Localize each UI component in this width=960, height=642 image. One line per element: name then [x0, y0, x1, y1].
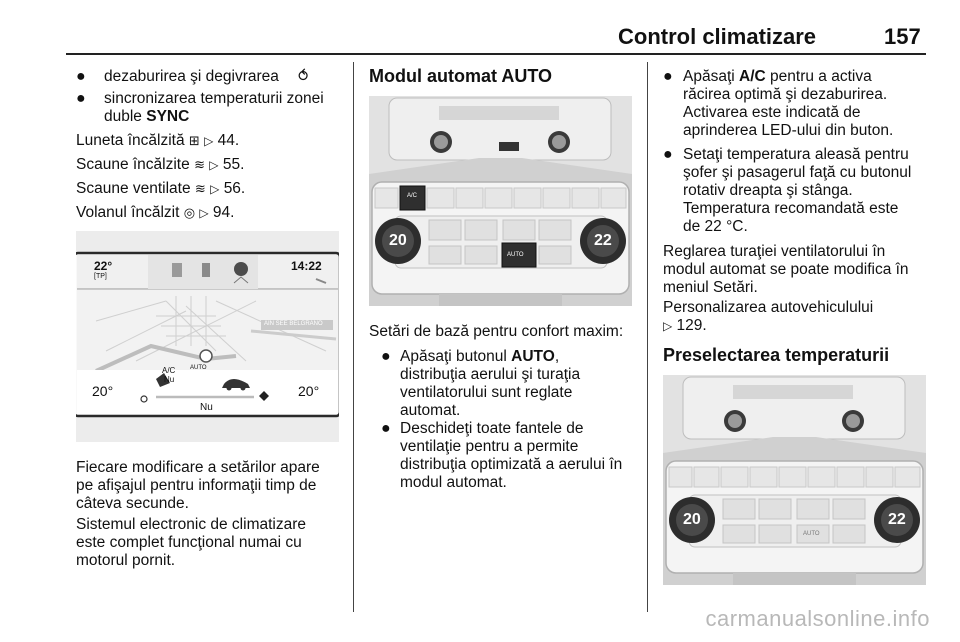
text-line: este complet funcţional numai cu	[76, 534, 302, 551]
right-temp-knob: 22	[594, 232, 612, 249]
paragraph	[663, 243, 909, 297]
text-line: modul automat se poate modifica în	[663, 261, 909, 278]
temperature-panel-illustration	[663, 375, 926, 585]
page-ref-icon: ▷	[209, 158, 219, 172]
section-heading: Preselectarea temperaturii	[663, 345, 890, 365]
reference-label: Luneta încălzită	[76, 132, 185, 149]
reference-page[interactable]: 129.	[676, 317, 707, 334]
reference-label: Volanul încălzit	[76, 204, 180, 221]
bullet-item	[663, 146, 928, 236]
bullet-dot: ●	[381, 348, 391, 365]
text-line: pe afişajul pentru informaţii timp de	[76, 477, 317, 494]
bullet-dot: ●	[381, 420, 391, 437]
text-line: Deschideţi toate fantele de	[400, 420, 584, 437]
page-title: Control climatizare	[618, 24, 817, 49]
reference-label: Scaune încălzite	[76, 156, 190, 173]
text-line: Activarea este indicată de	[683, 104, 861, 121]
bullet-dot: ●	[663, 146, 673, 163]
bullet-item	[76, 90, 346, 126]
temperature-panel-figure	[663, 375, 926, 585]
text-line: Apăsaţi butonul	[400, 348, 512, 365]
text-line: modul automat.	[400, 474, 507, 491]
text-line: ventilatorului sunt reglate	[400, 384, 573, 401]
bullet-item	[381, 420, 641, 492]
text-line: meniul Setări.	[663, 279, 758, 296]
text-line: de 22 °C.	[683, 218, 748, 235]
text-line: Temperatura recomandată este	[683, 200, 899, 217]
display-temp-right: 20°	[298, 383, 320, 399]
bullet-item	[663, 68, 928, 140]
watermark: carmanualsonline.info	[705, 606, 930, 631]
ventilated-seat-icon: ≋	[194, 182, 206, 197]
page-ref-icon: ▷	[663, 319, 673, 333]
text-line: Reglarea turaţiei ventilatorului în	[663, 243, 886, 260]
text-line: Fiecare modificare a setărilor apare	[76, 459, 320, 476]
ac-label: A/C	[739, 68, 766, 85]
page-ref-icon: ▷	[204, 134, 214, 148]
auto-button-label: AUTO	[803, 531, 820, 537]
left-temp-knob: 20	[683, 511, 701, 528]
text-line: aprinderea LED-ului din buton.	[683, 122, 894, 139]
bullet-item	[381, 348, 641, 420]
page-number: 157	[884, 24, 921, 49]
left-temp-knob: 20	[389, 232, 407, 249]
text-line: şofer şi pasagerul faţă cu butonul	[683, 164, 912, 181]
display-figure	[76, 231, 339, 442]
text-line: Sistemul electronic de climatizare	[76, 516, 307, 533]
text-line: câteva secunde.	[76, 495, 189, 512]
page-ref-icon: ▷	[210, 182, 220, 196]
section-heading: Modul automat AUTO	[369, 66, 552, 86]
reference-page[interactable]: 55.	[222, 156, 245, 173]
text-line: răcirea optimă şi dezaburirea.	[683, 86, 888, 103]
text-line: distribuţia aerului şi turaţia	[400, 366, 581, 383]
text-line: ,	[554, 348, 560, 365]
bullet-dot: ●	[663, 68, 673, 85]
text-line: Setaţi temperatura aleasă pentru	[683, 146, 909, 163]
ac-button-label: A/C	[407, 193, 418, 199]
text-line: distribuţia optimizată a aerului în	[400, 456, 623, 473]
right-temp-knob: 22	[888, 511, 906, 528]
auto-button-label: AUTO	[507, 252, 524, 258]
text-line: pentru a activa	[765, 68, 872, 85]
reference-page[interactable]: 44.	[217, 132, 240, 149]
reference-page[interactable]: 94.	[212, 204, 235, 221]
sync-label: SYNC	[146, 108, 190, 125]
text-line: rotativ dreapta şi stânga.	[683, 182, 853, 199]
display-tp: [TP]	[94, 273, 107, 280]
bullet-text: dezaburirea şi degivrarea	[104, 68, 279, 85]
rear-window-heat-icon: ⊞	[188, 134, 200, 149]
column-divider-2	[647, 62, 648, 612]
paragraph	[663, 299, 873, 335]
heated-seat-icon: ≋	[194, 158, 205, 173]
text-line: Personalizarea autovehiculului	[663, 299, 874, 316]
bullet-dot: ●	[76, 90, 86, 107]
display-nu-small: Nu	[164, 375, 175, 384]
text-line: ventilaţie pentru a permite	[400, 438, 579, 455]
reference-line	[76, 132, 239, 151]
heated-steering-wheel-icon: ◎	[183, 206, 196, 221]
reference-label: Scaune ventilate	[76, 180, 191, 197]
intro-text: Setări de bază pentru confort maxim:	[369, 323, 624, 340]
column-divider-1	[353, 62, 354, 612]
reference-line	[76, 156, 244, 175]
display-temp-left: 20°	[92, 383, 114, 399]
display-temp-top: 22°	[94, 259, 113, 273]
page-ref-icon: ▷	[199, 206, 209, 220]
reference-line	[76, 180, 245, 199]
display-ac: A/C	[162, 366, 176, 375]
bullet-text: sincronizarea temperaturii zonei	[104, 90, 324, 107]
text-line: motorul pornit.	[76, 552, 176, 569]
defrost-icon: ⥀	[298, 67, 309, 85]
climate-panel-figure	[369, 96, 632, 306]
map-street-label: AIN SEE BELGRANO	[264, 321, 323, 327]
paragraph	[76, 459, 320, 513]
bullet-text: duble	[104, 108, 147, 125]
text-line: Apăsaţi	[683, 68, 740, 85]
display-nu-bottom: Nu	[200, 402, 213, 413]
climate-panel-illustration	[369, 96, 632, 306]
display-auto: AUTO	[190, 365, 207, 371]
header-rule	[66, 53, 926, 55]
auto-label: AUTO	[511, 348, 555, 365]
text-line: automat.	[400, 402, 461, 419]
reference-page[interactable]: 56.	[223, 180, 246, 197]
display-clock: 14:22	[291, 259, 322, 273]
bullet-dot: ●	[76, 68, 86, 85]
paragraph	[76, 516, 306, 570]
reference-line	[76, 204, 234, 223]
